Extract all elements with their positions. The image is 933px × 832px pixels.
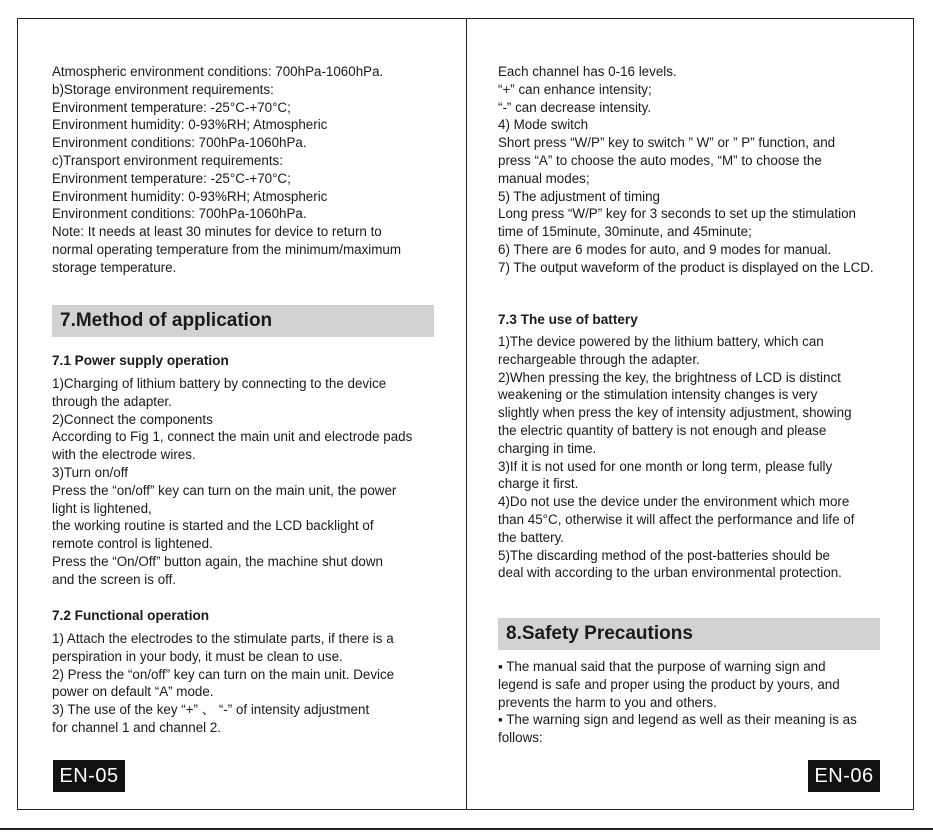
text-line: Note: It needs at least 30 minutes for device to return to [52,224,382,240]
text-line: Press the “On/Off” button again, the machine shut down [52,553,383,569]
text-line: 1)The device powered by the lithium battery, which can [498,334,824,349]
text-line: with the electrode wires. [52,447,196,463]
text-line: According to Fig 1, connect the main unit and electrode pads [52,429,413,445]
text-line: 2)Connect the components [52,411,213,427]
text-line: deal with according to the urban environmental protection. [498,565,842,581]
text-line: 2)When pressing the key, the brightness of LCD is distinct [498,369,841,385]
section-heading-safety-precautions: 8.Safety Precautions [498,618,880,650]
text-line: 7) The output waveform of the product is displayed on the LCD. [498,259,874,275]
text-line: “+” can enhance intensity; [498,81,652,97]
text-line: Environment conditions: 700hPa-1060hPa. [52,135,307,151]
text-line: Press the “on/off” key can turn on the main unit, the power [52,482,397,498]
text-line: Long press “W/P” key for 3 seconds to set up the stimulation [498,206,856,222]
text-line: time of 15minute, 30minute, and 45minute; [498,224,752,240]
text-line: manual modes; [498,170,590,186]
left-page [0,0,466,832]
text-line: perspiration in your body, it must be clean to use. [52,648,343,664]
text-line: normal operating temperature from the minimum/maximum [52,241,402,257]
battery-use-title: 7.3 The use of battery [498,312,638,327]
text-line: weakening or the stimulation intensity changes is very [498,387,818,403]
text-line: ▪ The warning sign and legend as well as their meaning is as [498,712,857,728]
text-line: 2) Press the “on/off” key can turn on the main unit. Device [52,666,395,682]
text-line: for channel 1 and channel 2. [52,719,221,735]
functional-operation-text [52,630,394,737]
text-line: 4)Do not use the device under the environment which more [498,494,850,510]
text-line: Environment temperature: -25°C-+70°C; [52,170,291,186]
text-line: c)Transport environment requirements: [52,152,283,168]
text-line: 5)The discarding method of the post-batteries should be [498,547,830,563]
text-line: charging in time. [498,440,597,456]
text-line: charge it first. [498,476,579,492]
safety-precautions-text [498,658,857,747]
text-line: power on default “A” mode. [52,684,214,700]
text-line: the working routine is started and the LCD backlight of [52,518,374,534]
text-line: 1)Charging of lithium battery by connecting to the device [52,376,387,391]
text-line: press “A” to choose the auto modes, “M” to choose the [498,152,822,168]
text-line: follows: [498,730,543,746]
text-line: 3)Turn on/off [52,464,128,480]
channel-levels-text [498,63,874,277]
text-line: legend is safe and proper using the product by yours, and [498,676,840,692]
text-line: through the adapter. [52,393,172,409]
text-line: Environment temperature: -25°C-+70°C; [52,99,291,115]
section-heading-method-of-application: 7.Method of application [52,305,434,337]
text-line: ▪ The manual said that the purpose of warning sign and [498,659,826,674]
right-page [466,0,933,832]
text-line: than 45°C, otherwise it will affect the performance and life of [498,511,855,527]
text-line: “-” can decrease intensity. [498,99,652,115]
text-line: Short press “W/P” key to switch ” W” or ” P” function, and [498,135,836,151]
power-supply-text [52,375,412,589]
text-line: 1) Attach the electrodes to the stimulate parts, if there is a [52,631,394,646]
text-line: the electric quantity of battery is not enough and please [498,422,827,438]
battery-use-text [498,333,854,582]
text-line: 3) The use of the key “+” 、 “-” of intensity adjustment [52,702,370,718]
text-line: and the screen is off. [52,571,177,587]
text-line: remote control is lightened. [52,536,213,552]
page-number-badge: EN-06 [808,760,880,792]
text-line: b)Storage environment requirements: [52,81,274,97]
text-line: Environment humidity: 0-93%RH; Atmospheric [52,117,328,133]
text-line: 5) The adjustment of timing [498,188,661,204]
text-line: 6) There are 6 modes for auto, and 9 modes for manual. [498,241,832,257]
text-line: light is lightened, [52,500,152,516]
text-line: Environment humidity: 0-93%RH; Atmospheric [52,188,328,204]
functional-operation-title: 7.2 Functional operation [52,608,210,623]
text-line: 4) Mode switch [498,117,589,133]
text-line: the battery. [498,529,564,545]
text-line: Environment conditions: 700hPa-1060hPa. [52,206,307,222]
text-line: prevents the harm to you and others. [498,694,717,710]
text-line: 3)If it is not used for one month or long term, please fully [498,458,833,474]
text-line: slightly when press the key of intensity adjustment, showing [498,405,852,421]
text-line: Each channel has 0-16 levels. [498,64,677,79]
power-supply-title: 7.1 Power supply operation [52,353,229,368]
text-line: Atmospheric environment conditions: 700hPa-1060hPa. [52,64,384,79]
environment-conditions-text [52,63,401,277]
text-line: rechargeable through the adapter. [498,351,700,367]
page-number-badge: EN-05 [53,760,125,792]
text-line: storage temperature. [52,259,177,275]
